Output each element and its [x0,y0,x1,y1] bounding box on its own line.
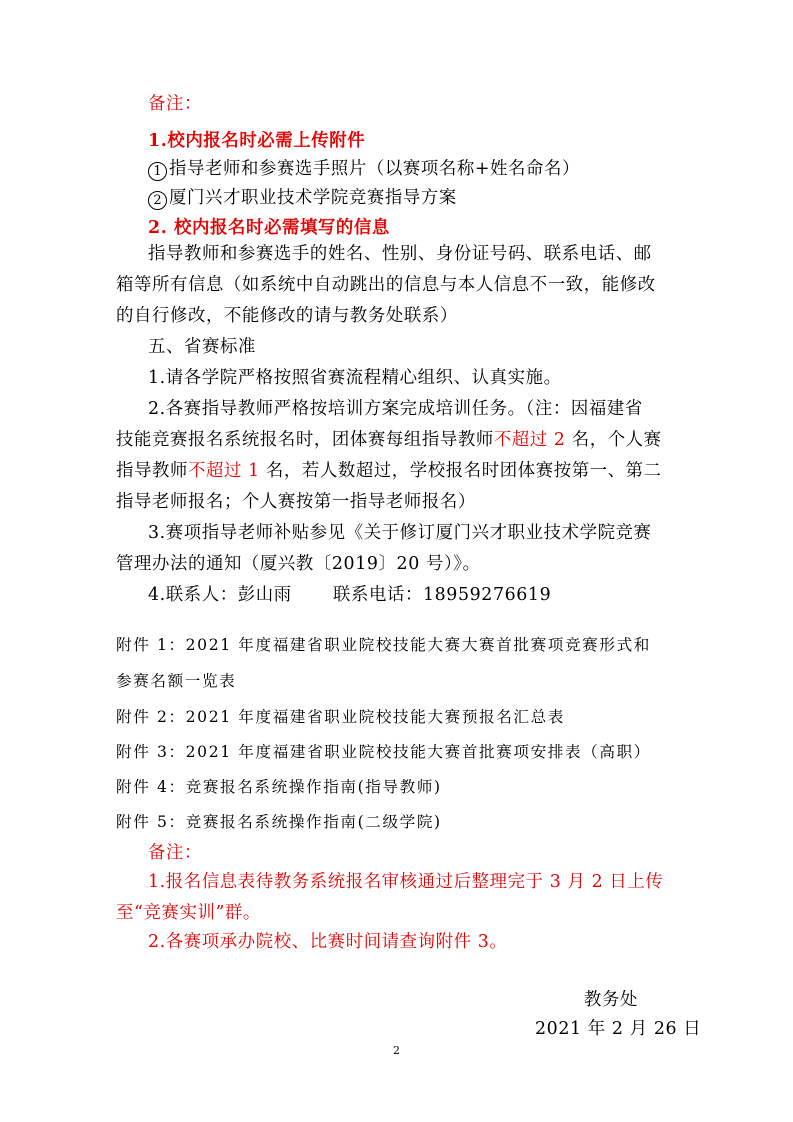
attachment-item: 附件 2：2021 年度福建省职业院校技能大赛预报名汇总表 [116,708,565,726]
note2-line2: 至“竞赛实训”群。 [116,903,261,923]
note1-sub2 [148,190,457,210]
section5-p2-line1: 2.各赛指导教师严格按培训方案完成培训任务。（注：因福建省 [148,399,643,419]
section5-p1: 1.请各学院严格按照省赛流程精心组织、认真实施。 [148,368,562,388]
circled-number-1: 1 [148,162,167,181]
note1-item1-title: 1.校内报名时必需上传附件 [148,131,366,151]
circled-number-2: 2 [148,191,167,210]
note1-label: 备注： [148,94,202,114]
p2-line3-end: 名，若人数超过，学校报名时团体赛按第一、第二 [259,461,662,481]
section5-p2-line3 [116,463,662,480]
section5-p2-line4: 指导老师报名；个人赛按第一指导老师报名） [116,492,476,512]
signature-date: 2021 年 2 月 26 日 [535,1019,702,1039]
section5-p2-line2 [116,432,662,449]
p2-line3-start: 指导教师 [116,461,188,481]
note1-item2-title: 2. 校内报名时必需填写的信息 [148,218,390,238]
signature-office: 教务处 [584,990,638,1010]
attachment-item: 附件 1：2021 年度福建省职业院校技能大赛大赛首批赛项竞赛形式和 [116,636,651,654]
attachment-item: 附件 3：2021 年度福建省职业院校技能大赛首批赛项安排表（高职） [116,743,651,761]
note1-item2-line: 指导教师和参赛选手的姓名、性别、身份证号码、联系电话、邮 [148,244,652,264]
note1-sub1-text: 指导老师和参赛选手照片（以赛项名称+姓名命名） [169,159,580,179]
p2-line2-start: 技能竞赛报名系统报名时，团体赛每组指导教师 [116,430,494,450]
section5-title: 五、省赛标准 [148,337,256,357]
attachment-item: 附件 5：竞赛报名系统操作指南(二级学院) [116,813,442,831]
contact-person: 4.联系人：彭山雨 [148,585,292,605]
attachment-item: 附件 4：竞赛报名系统操作指南(指导教师) [116,778,442,796]
note1-sub2-text: 厦门兴才职业技术学院竞赛指导方案 [169,188,457,208]
p2-line3-limit: 不超过 1 [187,461,260,481]
note2-label: 备注： [148,843,202,863]
section5-p3-line2: 管理办法的通知（厦兴教〔2019〕20 号）》。 [116,554,481,574]
p2-line2-end: 名，个人赛 [565,430,662,450]
page-number: 2 [393,1044,400,1057]
note2-line1: 1.报名信息表待教务系统报名审核通过后整理完于 3 月 2 日上传 [148,872,664,892]
section5-p3-line1: 3.赛项指导老师补贴参见《关于修订厦门兴才职业技术学院竞赛 [148,523,652,543]
p2-line2-limit: 不超过 2 [493,430,566,450]
note2-line3: 2.各赛项承办院校、比赛时间请查询附件 3。 [148,932,508,952]
contact-phone: 联系电话：18959276619 [333,585,552,605]
note1-item2-line: 的自行修改，不能修改的请与教务处联系） [116,306,458,326]
note1-sub1 [148,161,580,181]
attachment-item: 参赛名额一览表 [116,672,237,690]
note1-item2-line: 箱等所有信息（如系统中自动跳出的信息与本人信息不一致，能修改 [116,275,656,295]
